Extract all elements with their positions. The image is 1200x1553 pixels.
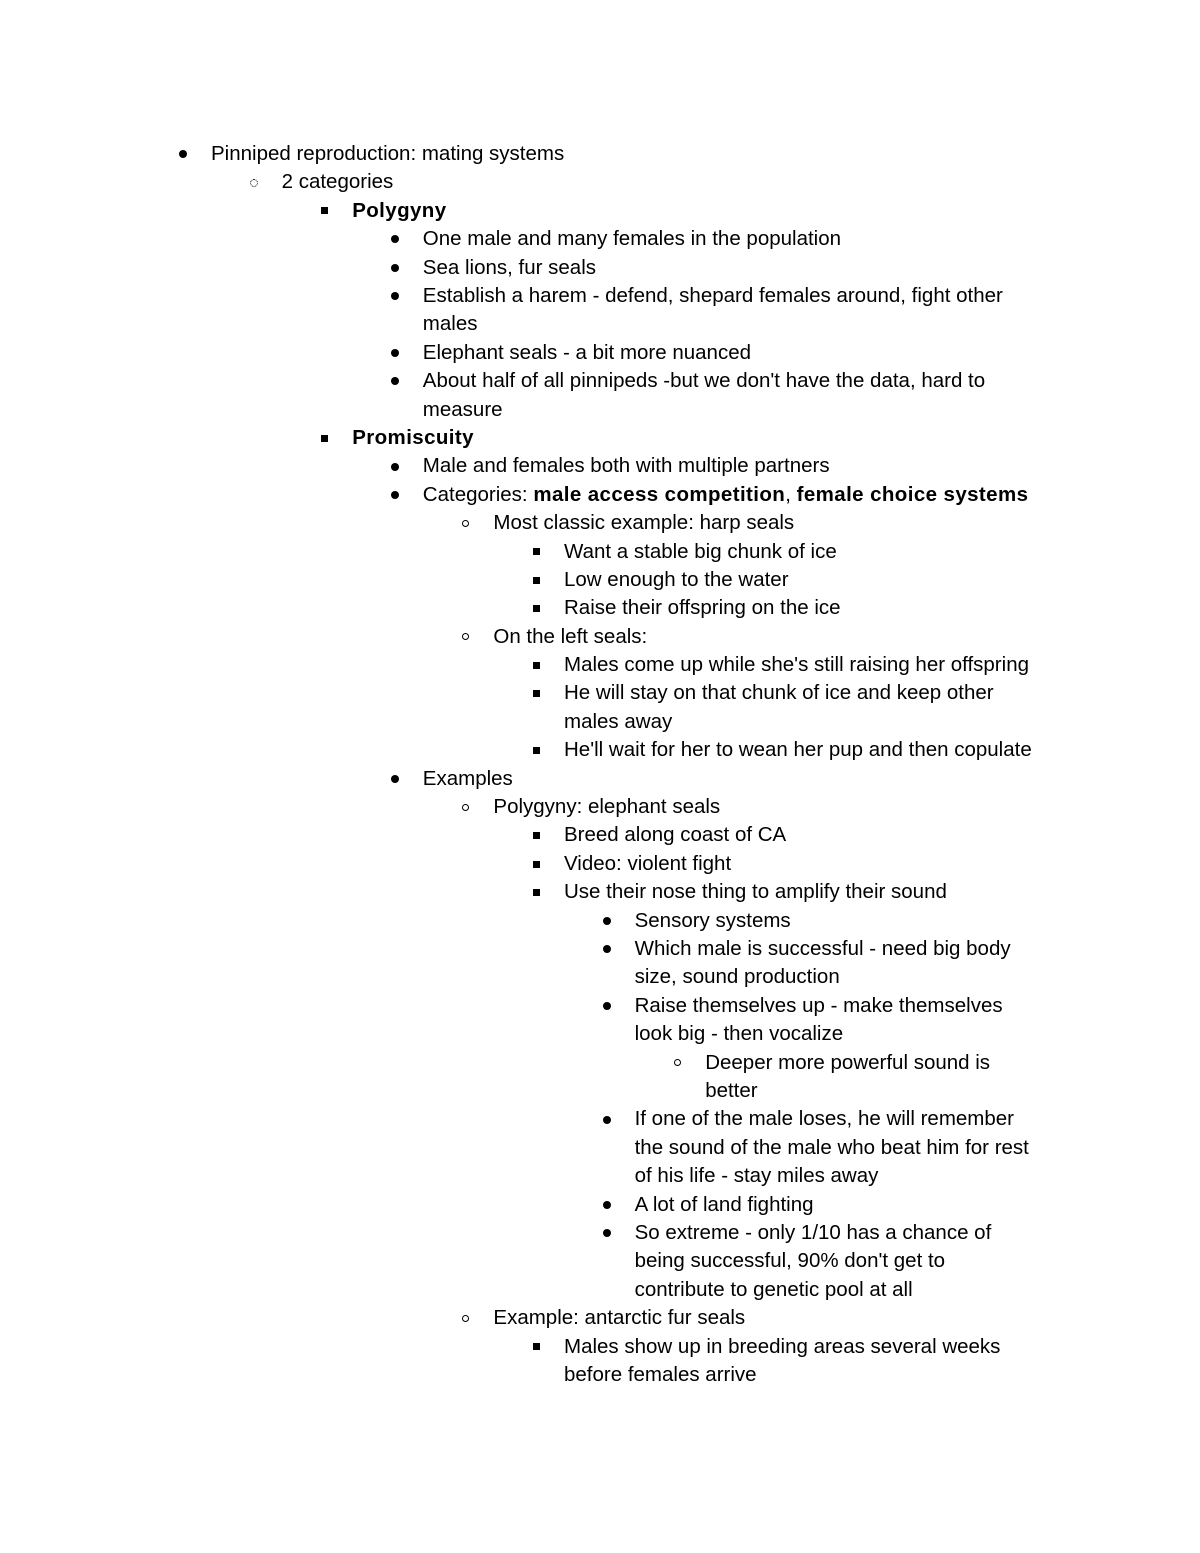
square-bullet-icon (529, 594, 543, 622)
text-run: Use their nose thing to amplify their sound (564, 880, 947, 904)
disc-bullet-icon (600, 1105, 614, 1133)
outline-text (423, 339, 751, 367)
disc-bullet-icon (388, 481, 402, 509)
disc-bullet-icon (388, 339, 402, 367)
circle-bullet-icon (458, 1304, 472, 1332)
text-run: So extreme - only 1/10 has a chance of (634, 1220, 992, 1244)
outline-text (493, 509, 794, 537)
disc-bullet-icon (600, 1191, 614, 1219)
outline-text-continuation: being successful, 90% don't get to (634, 1249, 946, 1273)
outline-item (0, 140, 1200, 168)
dotted-bullet-icon (247, 168, 261, 196)
outline-text (564, 594, 841, 622)
circle-bullet-icon (458, 509, 472, 537)
text-run: Polygyny: elephant seals (493, 795, 721, 819)
text-run: Sea lions, fur seals (422, 255, 596, 279)
text-run: Breed along coast of CA (564, 823, 787, 847)
text-run: Raise themselves up - make themselves (634, 993, 1003, 1017)
disc-bullet-icon (388, 225, 402, 253)
bold-text-run: male access competition (533, 482, 786, 506)
outline-text-continuation: contribute to genetic pool at all (634, 1277, 913, 1301)
circle-bullet-icon (458, 793, 472, 821)
outline-item (0, 935, 1200, 992)
outline-text (635, 907, 791, 935)
outline-text (423, 254, 596, 282)
outline-item (0, 992, 1200, 1049)
outline-item (0, 254, 1200, 282)
text-run: About half of all pinnipeds -but we don't have the data, hard to (422, 369, 986, 393)
text-run: On the left seals: (493, 624, 648, 648)
text-run: One male and many females in the population (422, 227, 842, 251)
text-run: Elephant seals - a bit more nuanced (422, 340, 751, 364)
text-run: He'll wait for her to wean her pup and then copulate (564, 738, 1032, 762)
outline-text-continuation: of his life - stay miles away (634, 1164, 879, 1188)
disc-bullet-icon (600, 935, 614, 963)
outline-text-continuation: males away (564, 709, 673, 733)
square-bullet-icon (529, 850, 543, 878)
outline-text-continuation: size, sound production (634, 965, 840, 989)
disc-bullet-icon (600, 1219, 614, 1247)
text-run: Pinniped reproduction: mating systems (211, 142, 565, 165)
square-bullet-icon (529, 538, 543, 566)
outline-text-continuation: before females arrive (564, 1362, 757, 1386)
outline-item (0, 481, 1200, 509)
text-run: Males come up while she's still raising her offspring (564, 653, 1029, 677)
square-bullet-icon (529, 821, 543, 849)
text-run: Video: violent fight (564, 851, 732, 875)
text-run: Deeper more powerful sound is (705, 1050, 991, 1074)
outline-item (0, 197, 1200, 225)
outline-text (564, 651, 1029, 679)
outline-text (493, 1304, 745, 1332)
outline-text-continuation: the sound of the male who beat him for rest (634, 1135, 1029, 1159)
outline-item (0, 566, 1200, 594)
text-run: Examples (422, 766, 513, 790)
outline-text (564, 538, 837, 566)
outline-text (493, 793, 720, 821)
outline-text-continuation: males (422, 312, 478, 336)
outline-item (0, 651, 1200, 679)
outline-item (0, 225, 1200, 253)
outline-text (423, 765, 513, 793)
outline-item (0, 1304, 1200, 1332)
outline-text (282, 168, 394, 196)
text-run: , (785, 482, 797, 506)
outline-item (0, 1049, 1200, 1106)
outline-item (0, 1105, 1200, 1190)
square-bullet-icon (529, 878, 543, 906)
outline-text (635, 1219, 992, 1304)
outline-item (0, 424, 1200, 452)
disc-bullet-icon (600, 907, 614, 935)
outline-item (0, 1333, 1200, 1390)
text-run: Categories: (422, 482, 534, 506)
outline-text (423, 452, 830, 480)
square-bullet-icon (529, 679, 543, 707)
outline-item (0, 367, 1200, 424)
outline-text (635, 935, 1011, 992)
square-bullet-icon (529, 1333, 543, 1361)
outline-text (635, 1191, 814, 1219)
outline-item (0, 679, 1200, 736)
outline-item (0, 1191, 1200, 1219)
bold-text-run: Polygyny (352, 198, 447, 222)
disc-bullet-icon (176, 140, 190, 168)
outline-item (0, 821, 1200, 849)
square-bullet-icon (529, 566, 543, 594)
disc-bullet-icon (388, 765, 402, 793)
outline-text (635, 992, 1003, 1049)
outline-item (0, 907, 1200, 935)
text-run: A lot of land fighting (634, 1192, 814, 1216)
disc-bullet-icon (388, 254, 402, 282)
outline-text (352, 424, 474, 452)
outline-text-continuation: look big - then vocalize (634, 1022, 844, 1046)
text-run: Low enough to the water (564, 567, 789, 591)
disc-bullet-icon (388, 367, 402, 395)
text-run: Male and females both with multiple partners (422, 454, 830, 478)
outline-text (564, 878, 947, 906)
outline-item (0, 452, 1200, 480)
disc-bullet-icon (388, 452, 402, 480)
outline-text-continuation: measure (422, 397, 503, 421)
outline-item (0, 339, 1200, 367)
outline-item (0, 623, 1200, 651)
circle-bullet-icon (458, 623, 472, 651)
outline-text (564, 821, 786, 849)
outline-text (211, 140, 564, 168)
outline-text (423, 225, 841, 253)
outline-text (564, 736, 1032, 764)
outline-text (564, 1333, 1000, 1390)
text-run: Want a stable big chunk of ice (564, 539, 837, 563)
outline-item (0, 538, 1200, 566)
text-run: Most classic example: harp seals (493, 511, 795, 535)
square-bullet-icon (529, 651, 543, 679)
text-run: Which male is successful - need big body (634, 936, 1011, 960)
outline-text (423, 367, 985, 424)
bold-text-run: female choice systems (796, 482, 1029, 506)
outline-item (0, 736, 1200, 764)
outline-text (352, 197, 446, 225)
text-run: Sensory systems (634, 908, 791, 932)
text-run: 2 categories (281, 170, 394, 194)
outline-item (0, 168, 1200, 196)
outline-text (423, 282, 1003, 339)
outline-item (0, 878, 1200, 906)
square-bullet-icon (529, 736, 543, 764)
outline-item (0, 594, 1200, 622)
disc-bullet-icon (600, 992, 614, 1020)
outline-item (0, 793, 1200, 821)
outline-item (0, 1219, 1200, 1304)
outline-item (0, 509, 1200, 537)
bold-text-run: Promiscuity (352, 425, 474, 449)
outline-text (423, 481, 1029, 509)
document-body (0, 140, 1200, 1389)
outline-text (564, 566, 789, 594)
outline-item (0, 850, 1200, 878)
text-run: Establish a harem - defend, shepard females around, fight other (422, 283, 1003, 307)
text-run: Males show up in breeding areas several weeks (564, 1334, 1001, 1358)
text-run: Raise their offspring on the ice (564, 596, 841, 620)
outline-item (0, 282, 1200, 339)
outline-text (564, 679, 994, 736)
square-bullet-icon (317, 424, 331, 452)
outline-text (493, 623, 647, 651)
outline-text-continuation: better (705, 1078, 758, 1102)
circle-bullet-icon (670, 1049, 684, 1077)
text-run: He will stay on that chunk of ice and keep other (564, 681, 994, 705)
outline-item (0, 765, 1200, 793)
text-run: If one of the male loses, he will remember (634, 1107, 1015, 1131)
square-bullet-icon (317, 197, 331, 225)
outline-text (564, 850, 731, 878)
outline-text (635, 1105, 1029, 1190)
outline-text (705, 1049, 990, 1106)
disc-bullet-icon (388, 282, 402, 310)
text-run: Example: antarctic fur seals (493, 1306, 746, 1330)
